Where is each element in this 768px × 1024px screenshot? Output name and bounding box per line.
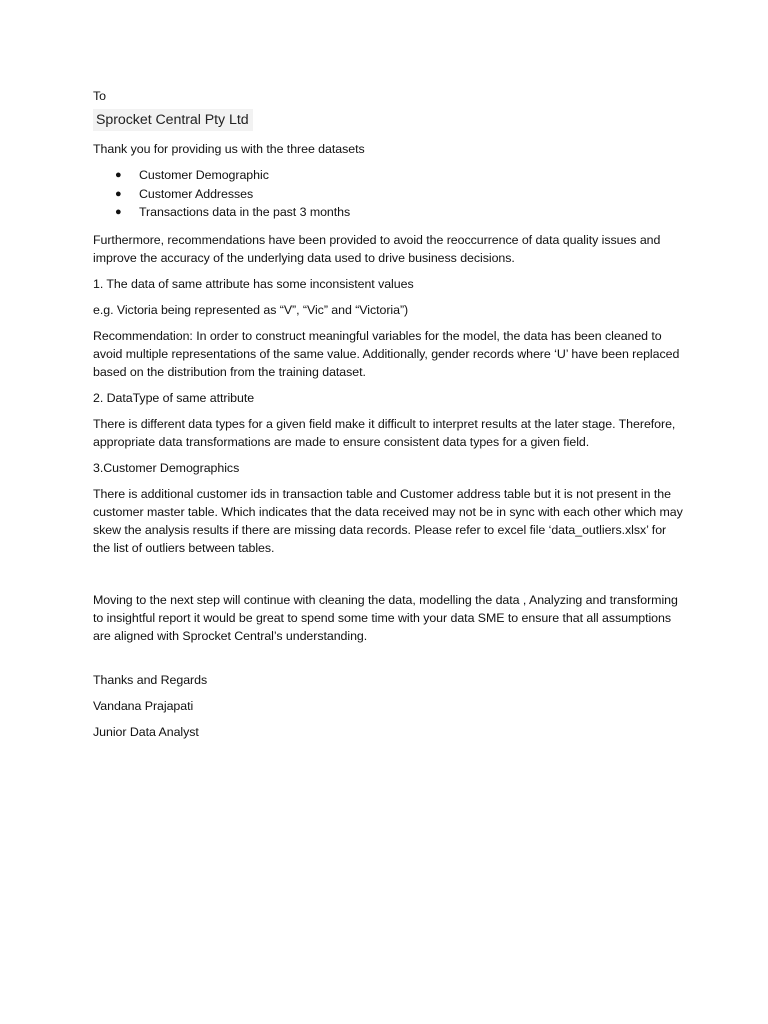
bullet-icon: ●	[115, 169, 122, 181]
dataset-label: Transactions data in the past 3 months	[139, 205, 351, 220]
list-item	[93, 185, 683, 204]
issue-3-body: There is additional customer ids in transaction table and Customer address table but it is not present in the customer master table. Which indicates that the data received may not be in sync with each other which may skew the analysis results if there are missing data records. Please refer to excel file ‘data_outliers.xlsx’ for the list of outliers between tables.	[93, 487, 683, 556]
next-steps-paragraph: Moving to the next step will continue with cleaning the data, modelling the data , Analyzing and transforming to insightful report it would be great to spend some time with your data SME to ensure that all assumptions are aligned with Sprocket Central’s understanding.	[93, 593, 678, 644]
issue-1-recommendation: Recommendation: In order to construct meaningful variables for the model, the data has been cleaned to avoid multiple representations of the same value. Additionally, gender records where ‘U’ have been replaced based on the distribution from the training dataset.	[93, 329, 680, 380]
signature-title: Junior Data Analyst	[93, 725, 199, 740]
spacer	[93, 565, 683, 591]
spacer	[93, 653, 683, 671]
bullet-icon: ●	[115, 206, 122, 219]
recommendations-intro: Furthermore, recommendations have been provided to avoid the reoccurrence of data quality issues and improve the accuracy of the underlying data used to drive business decisions.	[93, 233, 661, 266]
dataset-label: Customer Addresses	[139, 186, 254, 201]
bullet-icon: ●	[115, 187, 122, 200]
list-item	[93, 203, 683, 222]
dataset-label: Customer Demographic	[139, 168, 269, 182]
recipient-company: Sprocket Central Pty Ltd	[93, 109, 253, 131]
intro-paragraph: Thank you for providing us with the three datasets	[93, 142, 365, 156]
dataset-list	[93, 166, 683, 222]
issue-1-example: e.g. Victoria being represented as “V”, “Vic” and “Victoria”)	[93, 303, 409, 318]
signature-name: Vandana Prajapati	[93, 699, 194, 714]
issue-2-heading: 2. DataType of same attribute	[93, 391, 255, 406]
issue-1-heading: 1. The data of same attribute has some inconsistent values	[93, 277, 414, 292]
closing-line: Thanks and Regards	[93, 673, 208, 688]
issue-2-body: There is different data types for a given field make it difficult to interpret results at the later stage. Therefore, appropriate data transformations are made to ensure consistent data types for a given field.	[93, 417, 676, 450]
issue-3-heading: 3.Customer Demographics	[93, 461, 240, 476]
recipient-label: To	[93, 89, 106, 103]
list-item	[93, 166, 683, 185]
letter-body	[93, 87, 683, 749]
